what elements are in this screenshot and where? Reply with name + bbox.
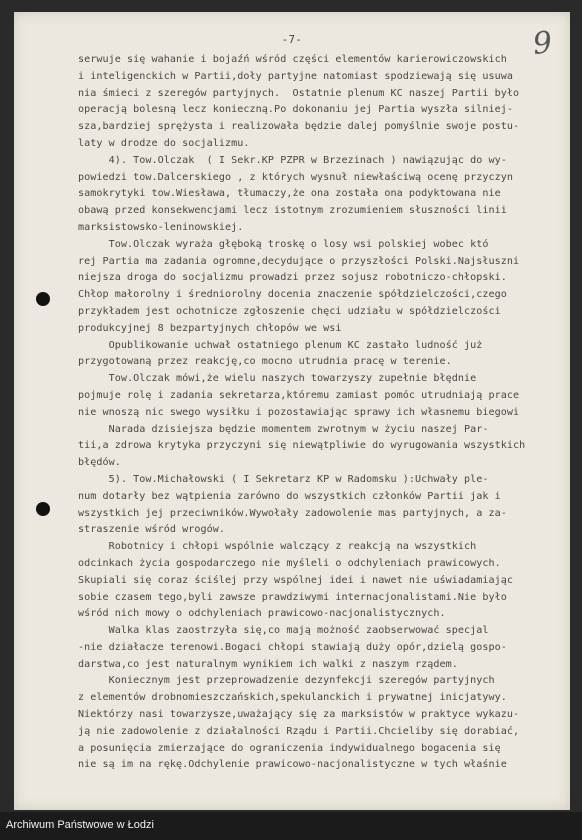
- text-line: Koniecznym jest przeprowadzenie dezynfekcji szeregów partyjnych: [78, 675, 495, 687]
- text-line: nie są im na rękę.Odchylenie prawicowo-nacjonalistyczne w tych właśnie: [78, 759, 507, 771]
- text-line: Niektórzy nasi towarzysze,uważający się za marksistów w praktyce wykazu-: [78, 709, 520, 721]
- page-number: -7-: [281, 34, 303, 46]
- text-line: straszenie wśród wrogów.: [78, 524, 226, 536]
- text-line: marksistowsko-leninowskiej.: [78, 221, 244, 233]
- text-line: operacją bolesną lecz konieczną.Po dokonaniu jej Partia wyszła silniej-: [78, 104, 514, 116]
- text-line: Opublikowanie uchwał ostatniego plenum KC zastało ludność już: [78, 339, 483, 351]
- text-line: sza,bardziej sprężysta i realizowała będzie dalej pomyślnie swoje postu-: [78, 121, 520, 133]
- text-line: Narada dzisiejsza będzie momentem zwrotnym w życiu naszej Par-: [78, 423, 489, 435]
- text-line: Walka klas zaostrzyła się,co mają możność zaobserwować specjal: [78, 625, 489, 637]
- archive-label: Archiwum Państwowe w Łodzi: [6, 819, 154, 831]
- text-line: pojmuje rolę i zadania sekretarza,któremu zamiast pomóc utrudniają prace: [78, 389, 520, 401]
- text-line: nia śmieci z szeregów partyjnych. Ostatnie plenum KC naszej Partii było: [78, 87, 520, 99]
- text-line: a posunięcia zmierzające do ograniczenia indywidualnego bogacenia się: [78, 742, 501, 754]
- text-line: ją nie zadowolenie z działalności Rządu i Partii.Chcieliby się dorabiać,: [78, 725, 520, 737]
- text-line: 4). Tow.Olczak ( I Sekr.KP PZPR w Brzezinach ) nawiązując do wy-: [78, 154, 507, 166]
- text-line: sobie czasem tego,byli zawsze prawdziwymi internacjonalistami.Nie było: [78, 591, 507, 603]
- text-line: samokrytyki tow.Wiesława, tłumaczy,że ona została ona podyktowana nie: [78, 188, 501, 200]
- handwritten-sheet-number: 9: [531, 25, 554, 62]
- text-line: Tow.Olczak wyraża głęboką troskę o losy wsi polskiej wobec któ: [78, 238, 489, 250]
- punch-hole-icon: [36, 292, 50, 306]
- text-line: odcinkach życia gospodarczego nie myśleli o odchyleniach prawicowych.: [78, 557, 501, 569]
- typewritten-text: [78, 52, 568, 774]
- text-line: Tow.Olczak mówi,że wielu naszych towarzyszy zupełnie błędnie: [78, 373, 477, 385]
- text-line: przykładem jest ochotnicze zgłoszenie chęci udziału w spółdzielczości: [78, 305, 501, 317]
- text-line: obawą przed konsekwencjami lecz istotnym zrozumieniem słuszności linii: [78, 205, 507, 217]
- text-line: rej Partia ma zadania ogromne,decydujące o przyszłości Polski.Najsłuszni: [78, 255, 520, 267]
- archive-footer: [0, 812, 582, 840]
- text-line: 5). Tow.Michałowski ( I Sekretarz KP w Radomsku ):Uchwały ple-: [78, 473, 489, 485]
- text-line: Skupiali się coraz ściślej przy wspólnej idei i nawet nie uświadamiając: [78, 574, 514, 586]
- text-line: tii,a zdrowa krytyka przyczyni się niewątpliwie do wyrugowania wszystkich: [78, 440, 526, 452]
- text-line: -nie działacze terenowi.Bogaci chłopi stawiają duży opór,dzielą gospo-: [78, 641, 507, 653]
- text-line: nie wnoszą nic swego wysiłku i pozostawiając sprawy ich własnemu biegowi: [78, 406, 520, 418]
- text-line: num dotarły bez wątpienia zarówno do wszystkich członków Partii jak i: [78, 490, 501, 502]
- text-line: Chłop małorolny i średniorolny docenia znaczenie spółdzielczości,czego: [78, 289, 507, 301]
- text-line: Robotnicy i chłopi wspólnie walczący z reakcją na wszystkich: [78, 541, 477, 553]
- text-line: i inteligenckich w Partii,doły partyjne natomiast spodziewają się usuwa: [78, 70, 514, 82]
- text-line: darstwa,co jest naturalnym wynikiem ich walki z naszym rządem.: [78, 658, 458, 670]
- text-line: błędów.: [78, 457, 121, 469]
- text-line: przygotowaną przez reakcję,co mocno utrudnia pracę w terenie.: [78, 356, 452, 368]
- text-line: niejsza droga do socjalizmu prowadzi przez sojusz robotniczo-chłopski.: [78, 272, 507, 284]
- text-line: laty w drodze do socjalizmu.: [78, 137, 250, 149]
- punch-hole-icon: [36, 502, 50, 516]
- text-line: powiedzi tow.Dalcerskiego , z których wysnuł niewłaściwą ocenę przyczyn: [78, 171, 514, 183]
- text-line: z elementów drobnomieszczańskich,spekulanckich i prywatnej inicjatywy.: [78, 692, 507, 704]
- text-line: serwuje się wahanie i bojaźń wśród części elementów karierowiczowskich: [78, 54, 507, 65]
- text-line: wśród nich mowy o odchyleniach prawicowo-nacjonalistycznych.: [78, 608, 446, 620]
- text-line: wszystkich jej przeciwników.Wywołały zadowolenie mas partyjnych, a za-: [78, 507, 507, 519]
- text-line: produkcyjnej 8 bezpartyjnych chłopów we wsi: [78, 322, 342, 334]
